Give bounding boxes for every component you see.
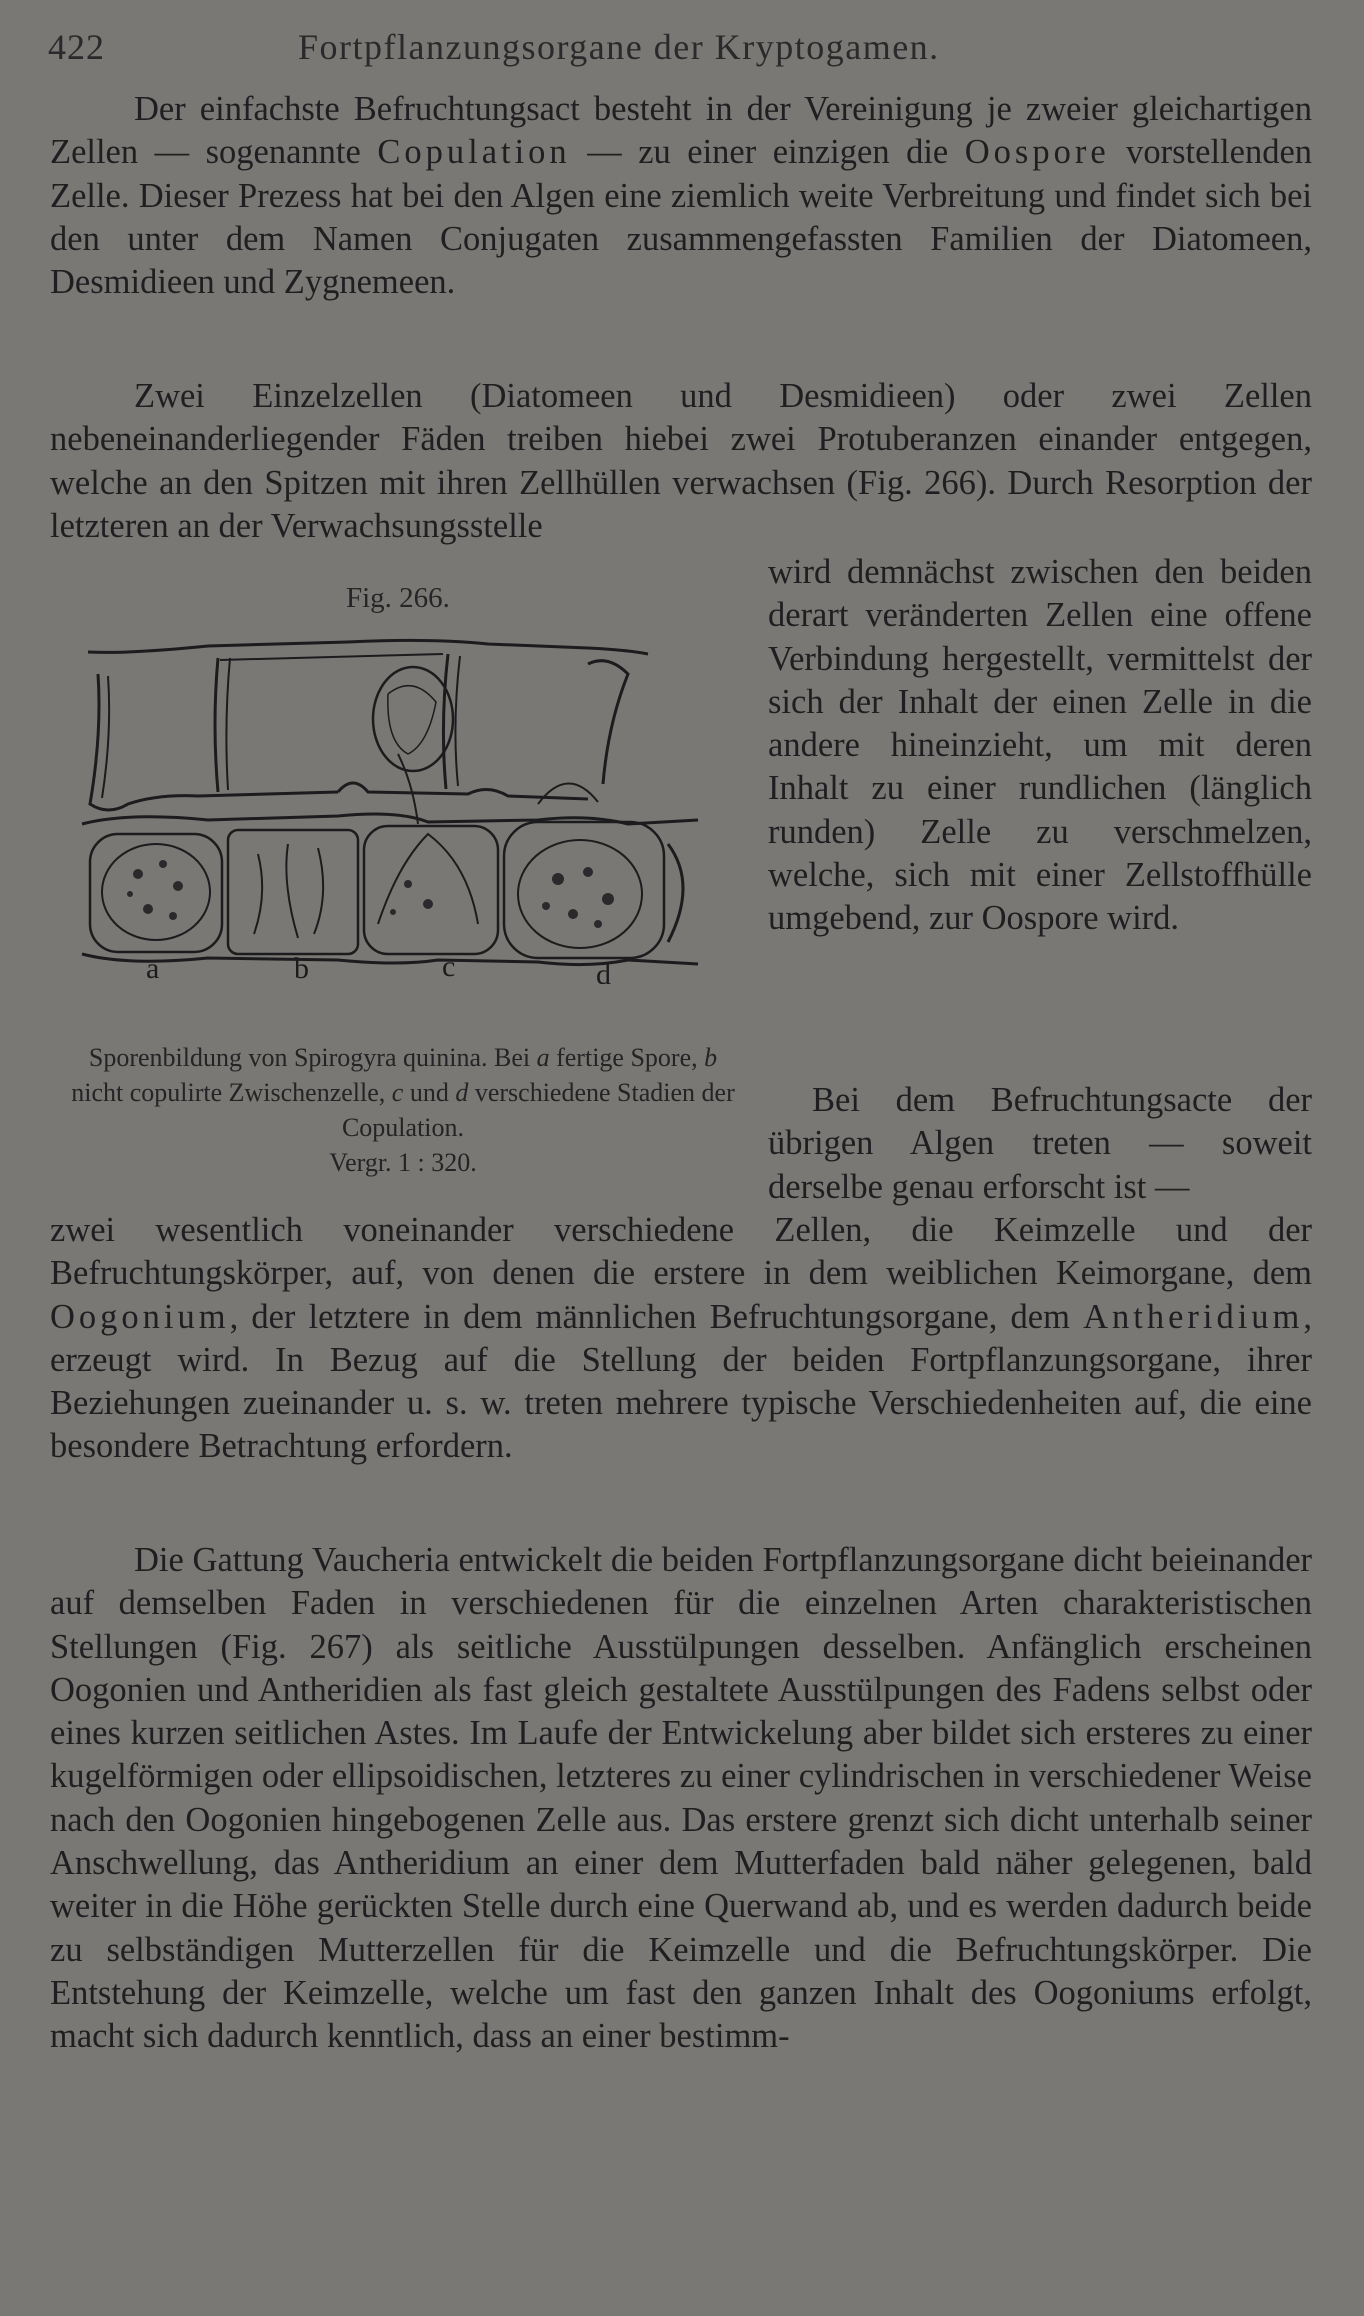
paragraph-vaucheria <box>50 1539 1312 2059</box>
paragraph-text: , erzeugt wird. In Bezug auf die Stellung der beiden Fortpflanzungsorgane, ihrer Beziehungen zueinander u. s. w. treten mehrere typische Verschiedenheiten auf, die eine besondere Betrachtung erfordern. <box>50 1297 1312 1466</box>
term-oospore: Oospore <box>964 133 1110 172</box>
term-oogonium: Oogonium <box>50 1297 230 1336</box>
figure-letter: b <box>294 952 309 984</box>
caption-text: Sporenbildung von Spirogyra quinina. Bei <box>88 1043 537 1072</box>
caption-text: verschiedene Stadien der Copulation. <box>341 1078 735 1142</box>
paragraph-text: Zwei Einzelzellen (Diatomeen und Desmidieen) oder zwei Zellen nebeneinanderliegender Fäden treiben hiebei zwei Protuberanzen einander entgegen, welche an den Spitzen mit ihren Zellhüllen verwachsen (Fig. 266). Durch Resorption der letzteren an der Verwachsungsstelle <box>50 377 1312 545</box>
paragraph-text: Bei dem Befruchtungsacte der übrigen Algen treten — soweit derselbe genau erforscht ist — <box>768 1081 1312 1206</box>
term-antheridium: Antheridium <box>1083 1297 1304 1336</box>
paragraph-befruchtungsacte <box>768 1079 1312 1209</box>
page-number: 422 <box>48 27 105 67</box>
caption-text: nicht copulirte Zwischenzelle, <box>71 1078 392 1107</box>
figure-letter: d <box>596 958 611 984</box>
caption-text: fertige Spore, <box>549 1043 705 1072</box>
figure-caption <box>68 1040 738 1180</box>
paragraph-protuberances <box>50 375 1312 548</box>
caption-letter: a <box>536 1043 550 1072</box>
caption-text: und <box>403 1078 456 1107</box>
paragraph-protuberances-continued <box>768 551 1312 941</box>
caption-letter: c <box>391 1078 404 1107</box>
caption-letter: d <box>455 1078 469 1107</box>
term-copulation: Copulation <box>377 133 571 172</box>
paragraph-text: zwei wesentlich voneinander verschiedene Zellen, die Keimzelle und der Befruchtungskörper, auf, von denen die erstere in dem weiblichen Keimorgane, dem <box>50 1211 1312 1293</box>
running-title: Fortpflanzungsorgane der Kryptogamen. <box>298 27 940 67</box>
paragraph-befruchtungsacte-continued <box>50 1209 1312 1469</box>
figure-label: Fig. 266. <box>346 582 450 614</box>
paragraph-text: , der letztere in dem männlichen Befruchtungsorgane, dem <box>229 1297 1084 1336</box>
figure-letter: c <box>442 950 456 983</box>
caption-letter: b <box>704 1043 718 1072</box>
caption-scale: Vergr. 1 : 320. <box>329 1148 477 1177</box>
paragraph-text: Die Gattung Vaucheria entwickelt die beiden Fortpflanzungsorgane dicht beieinander auf demselben Faden in verschiedenen für die einzelnen Arten charakteristischen Stellungen (Fig. 267) als seitliche Ausstülpungen desselben. Anfänglich erscheinen Oogonien und Antheridien als fast gleich gestaltete Ausstülpungen des Fadens selbst oder eines kurzen seitlichen Astes. Im Laufe der Entwickelung aber bildet sich ersteres zu einer kugelförmigen oder ellipsoidischen, letzteres zu einer cylindrischen in verschiedener Weise nach den Oogonien hingebogenen Zelle aus. Das erstere grenzt sich dicht unterhalb seiner Anschwellung, das Antheridium an einer dem Mutterfaden bald näher gelegenen, bald weiter in die Höhe gerückten Stelle durch eine Querwand ab, und es werden dadurch beide zu selbständigen Mutterzellen für die Keimzelle und die Befruchtungskörper. Die Entstehung der Keimzelle, welche um fast den ganzen Inhalt des Oogoniums erfolgt, macht sich dadurch kenntlich, dass an einer bestimm- <box>50 1541 1312 2056</box>
figure-letter: a <box>146 952 160 984</box>
paragraph-copulation <box>50 88 1312 304</box>
paragraph-text: Der einfachste Befruchtungsact besteht in der Vereinigung je zweier gleichartigen Zellen — sogenannte <box>50 90 1312 172</box>
paragraph-text: — zu einer einzigen die <box>570 133 965 172</box>
page-header <box>48 18 1338 68</box>
figure-266 <box>68 582 738 1177</box>
spirogyra-illustration <box>68 624 738 984</box>
paragraph-text: vorstellenden Zelle. Dieser Prezess hat bei den Algen eine ziemlich weite Verbreitung und findet sich bei den unter dem Namen Conjugaten zusammengefassten Familien der Diatomeen, Desmidieen und Zygnemeen. <box>50 133 1313 302</box>
paragraph-text: wird demnächst zwischen den beiden derart veränderten Zellen eine offene Verbindung hergestellt, vermittelst der sich der Inhalt der einen Zelle in die andere hineinzieht, um mit deren Inhalt zu einer rundlichen (länglich runden) Zelle zu verschmelzen, welche, sich mit einer Zellstoffhülle umgebend, zur Oospore wird. <box>768 553 1312 938</box>
